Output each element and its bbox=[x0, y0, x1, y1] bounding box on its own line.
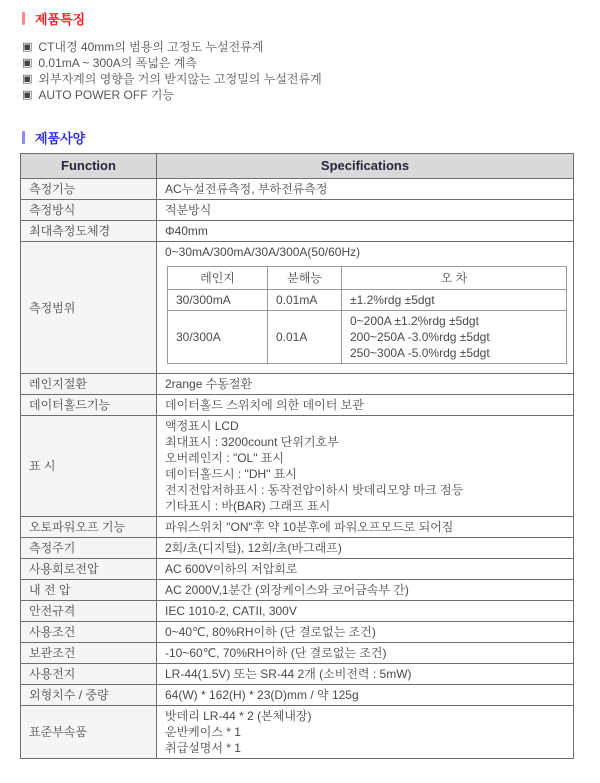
function-cell: 외형치수 / 중량 bbox=[21, 685, 157, 706]
function-cell: 표준부속품 bbox=[21, 706, 157, 759]
specs-section-title: 제품사양 bbox=[35, 130, 86, 146]
spec-line: 운반케이스 * 1 bbox=[165, 725, 241, 739]
spec-row bbox=[21, 395, 574, 416]
spec-row bbox=[21, 538, 574, 559]
range-column-header: 레인지 bbox=[168, 267, 268, 290]
function-cell: 측정기능 bbox=[21, 179, 157, 200]
function-cell: 안전규격 bbox=[21, 601, 157, 622]
spec-line: 0~30mA/300mA/30A/300A(50/60Hz) bbox=[165, 245, 361, 259]
spec-cell bbox=[157, 242, 574, 374]
range-cell: 30/300A bbox=[168, 311, 268, 364]
spec-row bbox=[21, 221, 574, 242]
feature-item bbox=[22, 55, 580, 71]
function-cell: 측정주기 bbox=[21, 538, 157, 559]
spec-row bbox=[21, 580, 574, 601]
function-cell: 내 전 압 bbox=[21, 580, 157, 601]
spec-table bbox=[20, 153, 574, 759]
spec-line: AC 2000V,1분간 (외장케이스와 코어금속부 간) bbox=[165, 583, 409, 597]
spec-line: -10~60℃, 70%RH이하 (단 결로없는 조건) bbox=[165, 646, 387, 660]
spec-cell bbox=[157, 517, 574, 538]
function-cell: 레인지절환 bbox=[21, 374, 157, 395]
error-line: 200~250A -3.0%rdg ±5dgt bbox=[350, 330, 490, 344]
function-cell: 최대측정도체경 bbox=[21, 221, 157, 242]
column-header: Function bbox=[21, 154, 157, 179]
spec-cell bbox=[157, 374, 574, 395]
square-bullet-icon: ▣ bbox=[22, 73, 33, 85]
error-line: ±1.2%rdg ±5dgt bbox=[350, 293, 435, 307]
square-bullet-icon: ▣ bbox=[22, 41, 33, 53]
spec-cell bbox=[157, 395, 574, 416]
spec-line: 취급설명서 * 1 bbox=[165, 741, 241, 755]
range-cell: 30/300mA bbox=[168, 290, 268, 311]
spec-row bbox=[21, 179, 574, 200]
product-spec-section bbox=[20, 129, 580, 759]
spec-line: 오버레인지 : "OL" 표시 bbox=[165, 451, 285, 465]
error-line: 0~200A ±1.2%rdg ±5dgt bbox=[350, 314, 479, 328]
spec-row bbox=[21, 200, 574, 221]
spec-line: 액정표시 LCD bbox=[165, 419, 239, 433]
spec-line: 2회/초(디지털), 12회/초(바그래프) bbox=[165, 541, 342, 555]
spec-cell bbox=[157, 664, 574, 685]
spec-row bbox=[21, 601, 574, 622]
spec-line: 데이터홀드 스위치에 의한 데이터 보관 bbox=[165, 398, 364, 412]
spec-line: LR-44(1.5V) 또는 SR-44 2개 (소비전력 : 5mW) bbox=[165, 667, 412, 681]
feature-item bbox=[22, 39, 580, 55]
spec-table-wrap bbox=[20, 153, 580, 759]
feature-item bbox=[22, 87, 580, 103]
feature-list bbox=[22, 39, 580, 103]
square-bullet-icon: ▣ bbox=[22, 57, 33, 69]
spec-line: 0~40℃, 80%RH이하 (단 결로없는 조건) bbox=[165, 625, 376, 639]
feature-text: 외부자계의 영향을 거의 받지않는 고정밀의 누설전류계 bbox=[38, 72, 322, 86]
range-row bbox=[168, 311, 567, 364]
spec-cell bbox=[157, 622, 574, 643]
spec-cell bbox=[157, 538, 574, 559]
spec-cell bbox=[157, 706, 574, 759]
feature-text: CT내경 40mm의 범용의 고정도 누설전류계 bbox=[38, 40, 264, 54]
spec-line: 밧데리 LR-44 * 2 (본체내장) bbox=[165, 709, 312, 723]
spec-line: 2range 수동절환 bbox=[165, 377, 253, 391]
feature-text: AUTO POWER OFF 기능 bbox=[38, 88, 175, 102]
function-cell: 보관조건 bbox=[21, 643, 157, 664]
spec-line: 64(W) * 162(H) * 23(D)mm / 약 125g bbox=[165, 688, 359, 702]
spec-line: 파워스위치 "ON"후 약 10분후에 파워오프모드로 되어짐 bbox=[165, 520, 454, 534]
spec-line: 적분방식 bbox=[165, 203, 212, 217]
spec-row bbox=[21, 622, 574, 643]
spec-row bbox=[21, 706, 574, 759]
spec-line: 최대표시 : 3200count 단위기호부 bbox=[165, 435, 339, 449]
spec-table-body bbox=[21, 179, 574, 759]
square-bullet-icon: ▣ bbox=[22, 89, 33, 101]
column-header: Specifications bbox=[157, 154, 574, 179]
feature-text: 0.01mA ~ 300A의 폭넓은 계측 bbox=[38, 56, 198, 70]
spec-line: 전지전압저하표시 : 동작전압이하시 밧데리모양 마크 점등 bbox=[165, 483, 464, 497]
spec-cell bbox=[157, 559, 574, 580]
spec-row bbox=[21, 416, 574, 517]
spec-row bbox=[21, 374, 574, 395]
error-cell bbox=[342, 290, 567, 311]
range-table-head-row bbox=[168, 267, 567, 290]
resolution-cell: 0.01mA bbox=[268, 290, 342, 311]
function-cell: 사용회로전압 bbox=[21, 559, 157, 580]
spec-line: IEC 1010-2, CATII, 300V bbox=[165, 604, 297, 618]
error-line: 250~300A -5.0%rdg ±5dgt bbox=[350, 346, 490, 360]
spec-row bbox=[21, 242, 574, 374]
spec-row bbox=[21, 685, 574, 706]
spec-cell bbox=[157, 200, 574, 221]
spec-cell bbox=[157, 416, 574, 517]
blue-bar-icon bbox=[22, 131, 25, 144]
spec-line: AC 600V이하의 저압회로 bbox=[165, 562, 298, 576]
error-cell bbox=[342, 311, 567, 364]
spec-line: AC누설전류측정, 부하전류측정 bbox=[165, 182, 328, 196]
resolution-cell: 0.01A bbox=[268, 311, 342, 364]
function-cell: 측정방식 bbox=[21, 200, 157, 221]
spec-cell bbox=[157, 685, 574, 706]
spec-line: 데이터홀드시 : "DH" 표시 bbox=[165, 467, 297, 481]
range-column-header: 오 차 bbox=[342, 267, 567, 290]
spec-row bbox=[21, 643, 574, 664]
feature-item bbox=[22, 71, 580, 87]
spec-row bbox=[21, 664, 574, 685]
range-table bbox=[167, 266, 567, 364]
spec-cell bbox=[157, 580, 574, 601]
spec-cell bbox=[157, 601, 574, 622]
function-cell: 사용전지 bbox=[21, 664, 157, 685]
range-row bbox=[168, 290, 567, 311]
spec-cell bbox=[157, 179, 574, 200]
function-cell: 데이터홀드기능 bbox=[21, 395, 157, 416]
spec-line: Φ40mm bbox=[165, 224, 208, 238]
range-column-header: 분해능 bbox=[268, 267, 342, 290]
function-cell: 오토파워오프 기능 bbox=[21, 517, 157, 538]
red-bar-icon bbox=[22, 12, 25, 25]
spec-line: 기타표시 : 바(BAR) 그래프 표시 bbox=[165, 499, 331, 513]
product-features-section bbox=[20, 10, 580, 103]
features-section-header bbox=[22, 10, 580, 26]
spec-cell bbox=[157, 221, 574, 242]
spec-table-head-row bbox=[21, 154, 574, 179]
spec-row bbox=[21, 559, 574, 580]
spec-cell bbox=[157, 643, 574, 664]
function-cell: 표 시 bbox=[21, 416, 157, 517]
features-section-title: 제품특징 bbox=[35, 11, 86, 27]
specs-section-header bbox=[22, 129, 580, 145]
function-cell: 측정범위 bbox=[21, 242, 157, 374]
spec-row bbox=[21, 517, 574, 538]
function-cell: 사용조건 bbox=[21, 622, 157, 643]
